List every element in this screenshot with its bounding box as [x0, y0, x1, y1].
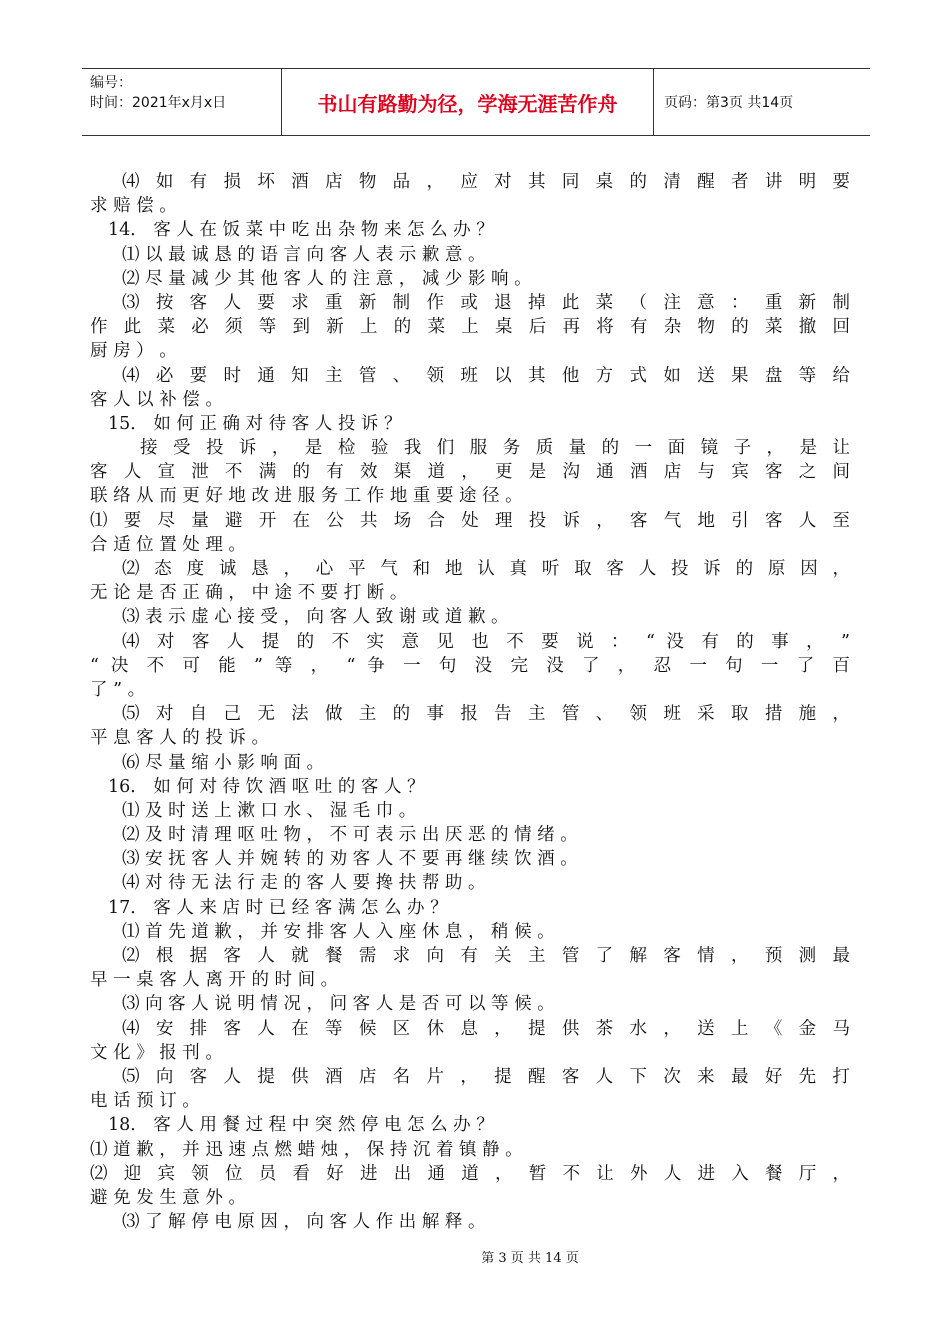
text-line: ⑶ 表 示 虚 心 接 受 ， 向 客 人 致 谢 或 道 歉 。	[122, 607, 509, 628]
text-line: ⑶ 安 抚 客 人 并 婉 转 的 劝 客 人 不 要 再 继 续 饮 酒 。	[122, 849, 578, 870]
document-body	[90, 170, 850, 1234]
text-line: ⑴ 首 先 道 歉 ， 并 安 排 客 人 入 座 休 息 ， 稍 候 。	[122, 921, 555, 942]
text-line: ⑷ 必 要 时 通 知 主 管 、 领 班 以 其 他 方 式 如 送 果 盘 等 给	[122, 365, 850, 386]
text-line: ⑷ 如 有 损 坏 酒 店 物 品 ， 应 对 其 同 桌 的 清 醒 者 讲 明 要	[122, 172, 850, 192]
text-line: 求 赔 偿 。	[90, 196, 177, 217]
number-label: 编号：	[90, 75, 132, 91]
text-line: ⑹ 尽 量 缩 小 影 响 面 。	[122, 752, 325, 773]
text-line: 厨 房 ） 。	[90, 341, 177, 362]
text-line: ⑴ 及 时 送 上 漱 口 水 、 湿 毛 巾 。	[122, 800, 417, 821]
text-line: 了 ” 。	[90, 679, 146, 700]
page-footer: 第 3 页 共 14 页	[481, 1251, 579, 1266]
page-header	[82, 68, 870, 136]
text-line: 文 化 》 报 刊 。	[90, 1042, 223, 1063]
text-line: ⑴ 要 尽 量 避 开 在 公 共 场 合 处 理 投 诉 ， 客 气 地 引 客 人 至	[90, 510, 850, 531]
text-line: ⑷ 对 客 人 提 的 不 实 意 见 也 不 要 说 ： “ 没 有 的 事 ， ”	[122, 631, 850, 652]
text-line: 16． 如 何 对 待 饮 酒 呕 吐 的 客 人 ？	[108, 776, 425, 797]
text-line: ⑵ 迎 宾 领 位 员 看 好 进 出 通 道 ， 暂 不 让 外 人 进 入 餐 厅 ，	[90, 1163, 850, 1184]
text-line: ⑸ 向 客 人 提 供 酒 店 名 片 ， 提 醒 客 人 下 次 来 最 好 先 打	[122, 1066, 850, 1087]
text-line: ⑶ 按 客 人 要 求 重 新 制 作 或 退 掉 此 菜 （ 注 意 ： 重 新 制	[122, 292, 850, 313]
text-line: 14． 客 人 在 饭 菜 中 吃 出 杂 物 来 怎 么 办 ？	[108, 220, 494, 241]
text-line: ⑶ 向 客 人 说 明 情 况 ， 问 客 人 是 否 可 以 等 候 。	[122, 994, 555, 1015]
text-line: 15． 如 何 正 确 对 待 客 人 投 诉 ？	[108, 413, 402, 434]
text-line: 早 一 桌 客 人 离 开 的 时 间 。	[90, 970, 339, 991]
text-line: ⑴ 道 歉 ， 并 迅 速 点 燃 蜡 烛 ， 保 持 沉 着 镇 静 。	[90, 1139, 523, 1160]
header-meta	[82, 69, 282, 135]
text-line: 客 人 以 补 偿 。	[90, 389, 223, 410]
text-line: 作 此 菜 必 须 等 到 新 上 的 菜 上 桌 后 再 将 有 杂 物 的 菜 撤 回	[90, 317, 850, 338]
text-line: 联 络 从 而 更 好 地 改 进 服 务 工 作 地 重 要 途 径 。	[90, 486, 523, 507]
text-line: ⑸ 对 自 己 无 法 做 主 的 事 报 告 主 管 、 领 班 采 取 措 施 ，	[122, 704, 850, 725]
text-line: 17． 客 人 来 店 时 已 经 客 满 怎 么 办 ？	[108, 897, 448, 918]
text-line: ⑵ 及 时 清 理 呕 吐 物 ， 不 可 表 示 出 厌 恶 的 情 绪 。	[122, 825, 578, 846]
text-line: 电 话 预 订 。	[90, 1091, 200, 1112]
text-line: 客 人 宣 泄 不 满 的 有 效 渠 道 ， 更 是 沟 通 酒 店 与 宾 客 之 间	[90, 462, 850, 483]
text-line: 接 受 投 诉 ， 是 检 验 我 们 服 务 质 量 的 一 面 镜 子 ， 是 让	[140, 438, 850, 459]
text-line: ⑵ 尽 量 减 少 其 他 客 人 的 注 意 ， 减 少 影 响 。	[122, 268, 532, 289]
header-motto: 书山有路勤为径，学海无涯苦作舟	[282, 69, 654, 135]
header-page-info: 页码：第3页 共14页	[664, 95, 794, 111]
text-line: ⑵ 根 据 客 人 就 餐 需 求 向 有 关 主 管 了 解 客 情 ， 预 测 最	[122, 946, 850, 966]
text-line: ⑴ 以 最 诚 恳 的 语 言 向 客 人 表 示 歉 意 。	[122, 244, 486, 265]
text-line: 合 适 位 置 处 理 。	[90, 534, 246, 555]
text-line: 无 论 是 否 正 确 ， 中 途 不 要 打 断 。	[90, 583, 408, 604]
text-line: ⑷ 对 待 无 法 行 走 的 客 人 要 搀 扶 帮 助 。	[122, 873, 486, 894]
text-line: ⑶ 了 解 停 电 原 因 ， 向 客 人 作 出 解 释 。	[122, 1212, 486, 1233]
time-label: 时间：2021年x月x日	[90, 95, 227, 111]
text-line: ⑵ 态 度 诚 恳 ， 心 平 气 和 地 认 真 听 取 客 人 投 诉 的 原 因 ，	[122, 559, 850, 579]
text-line: ⑷ 安 排 客 人 在 等 候 区 休 息 ， 提 供 茶 水 ， 送 上 《 金 马	[122, 1018, 850, 1039]
text-line: 平 息 客 人 的 投 诉 。	[90, 728, 269, 749]
text-line: 避 免 发 生 意 外 。	[90, 1187, 246, 1208]
text-line: 18． 客 人 用 餐 过 程 中 突 然 停 电 怎 么 办 ？	[108, 1115, 494, 1136]
text-line: “ 决 不 可 能 ” 等 ， “ 争 一 句 没 完 没 了 ， 忍 一 句 一 了 百	[90, 655, 850, 676]
